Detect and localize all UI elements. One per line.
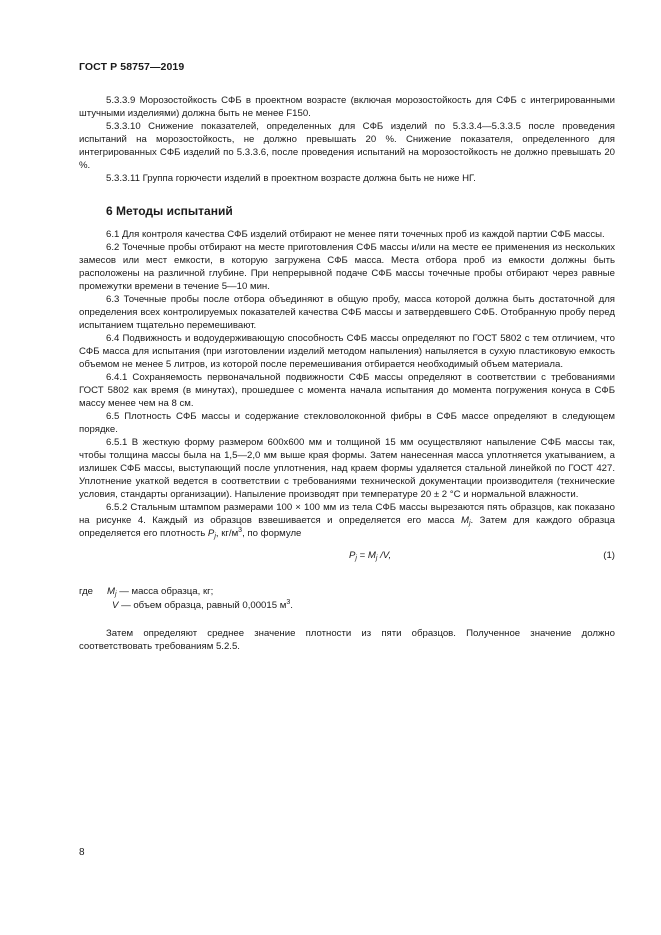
- formula-legend: [79, 585, 615, 613]
- paragraph-6-4-1: 6.4.1 Сохраняемость первоначальной подвижности СФБ массы определяют в соответствии с требованиями ГОСТ 5802 как время (в минутах), прошедшее с момента начала испытания до момента погружения конуса в СФБ массу менее чем на 8 см.: [79, 372, 615, 409]
- density-formula: [79, 549, 615, 562]
- legend-label: где: [79, 586, 94, 597]
- paragraph-6-5-1: 6.5.1 В жесткую форму размером 600х600 мм и толщиной 15 мм осуществляют напыление СФБ массы так, чтобы толщина массы была на 1,5—2,0 мм выше края формы. Затем нанесенная масса уплотняется укатыванием, а излишек СФБ массы, выступающий после уплотнения, над краем формы удаляется стальной линейкой по ГОСТ 427. Уплотнение укаткой ведется в соответствии с требованиями технической документации производителя (технические условия, стандарты организации). Напыление производят при температуре 20 ± 2 °С и нормальной влажности.: [79, 437, 615, 500]
- section-heading: 6 Методы испытаний: [106, 204, 233, 218]
- paragraph-6-4: 6.4 Подвижность и водоудерживающую способность СФБ массы определяют по ГОСТ 5802 с тем отличием, что СФБ масса для испытания (при изготовлении изделий методом напыления) напыляется в сухую пластиковую емкость объемом не менее 5 литров, из которой после перемешивания отбирается необходимый объем материала.: [79, 333, 615, 370]
- paragraph-6-5: 6.5 Плотность СФБ массы и содержание стекловолоконной фибры в СФБ массе определяют в следующем порядке.: [79, 411, 615, 435]
- formula-expression: $P_j = M_j$ /V,: [349, 550, 392, 562]
- closing-paragraph: Затем определяют среднее значение плотности из пяти образцов. Полученное значение должно соответствовать требованиям 5.2.5.: [79, 628, 615, 652]
- document-body: [79, 94, 615, 653]
- paragraph-6-1: 6.1 Для контроля качества СФБ изделий отбирают не менее пяти точечных проб из каждой партии СФБ массы.: [106, 229, 605, 240]
- paragraph-6-3: 6.3 Точечные пробы после отбора объединяют в общую пробу, масса которой должна быть достаточной для определения всех контролируемых показателей качества СФБ массы и затвердевшего СФБ. Отобранную пробу перед испытанием тщательно перемешивают.: [79, 294, 615, 331]
- document-code-header: ГОСТ Р 58757—2019: [79, 61, 185, 73]
- paragraph-5-3-3-9: 5.3.3.9 Морозостойкость СФБ в проектном возрасте (включая морозостойкость для СФБ с интегрированными штучными изделиями) должна быть не менее F150.: [79, 95, 615, 119]
- paragraph-5-3-3-11: 5.3.3.11 Группа горючести изделий в проектном возрасте должна быть не ниже НГ.: [106, 173, 476, 184]
- legend-mass: $M_j$ — масса образца, кг;: [107, 586, 214, 598]
- paragraph-6-5-2: 6.5.2 Стальным штампом размерами 100 × 100 мм из тела СФБ массы вырезаются пять образцов, как показано на рисунке 4. Каждый из образцов взвешивается и определяется его масса $M_j$. Затем для каждого образца определяется его плотность $P_j$, $кг/м^3$, по формуле: [79, 502, 615, 540]
- paragraph-5-3-3-10: 5.3.3.10 Снижение показателей, определенных для СФБ изделий по 5.3.3.4—5.3.3.5 после проведения испытаний на морозостойкость, не должно превышать 20 %. Снижение показателя, определенного для интегрированных СФБ изделий по 5.3.3.6, после проведения испытаний на морозостойкость не должно превышать 20 %.: [79, 121, 615, 171]
- formula-number: (1): [603, 550, 615, 561]
- legend-volume: V — объем образца, равный 0,00015 $м^3$.: [112, 599, 293, 611]
- paragraph-6-2: 6.2 Точечные пробы отбирают на месте приготовления СФБ массы и/или на месте ее применения из нескольких замесов или мест емкости, в которую загружена СФБ масса. Места отбора проб из емкости должны быть расположены на различной глубине. При непрерывной подаче СФБ массы точечные пробы отбирают через равные промежутки времени в течение 5—10 мин.: [79, 242, 615, 292]
- page-number: 8: [79, 847, 85, 858]
